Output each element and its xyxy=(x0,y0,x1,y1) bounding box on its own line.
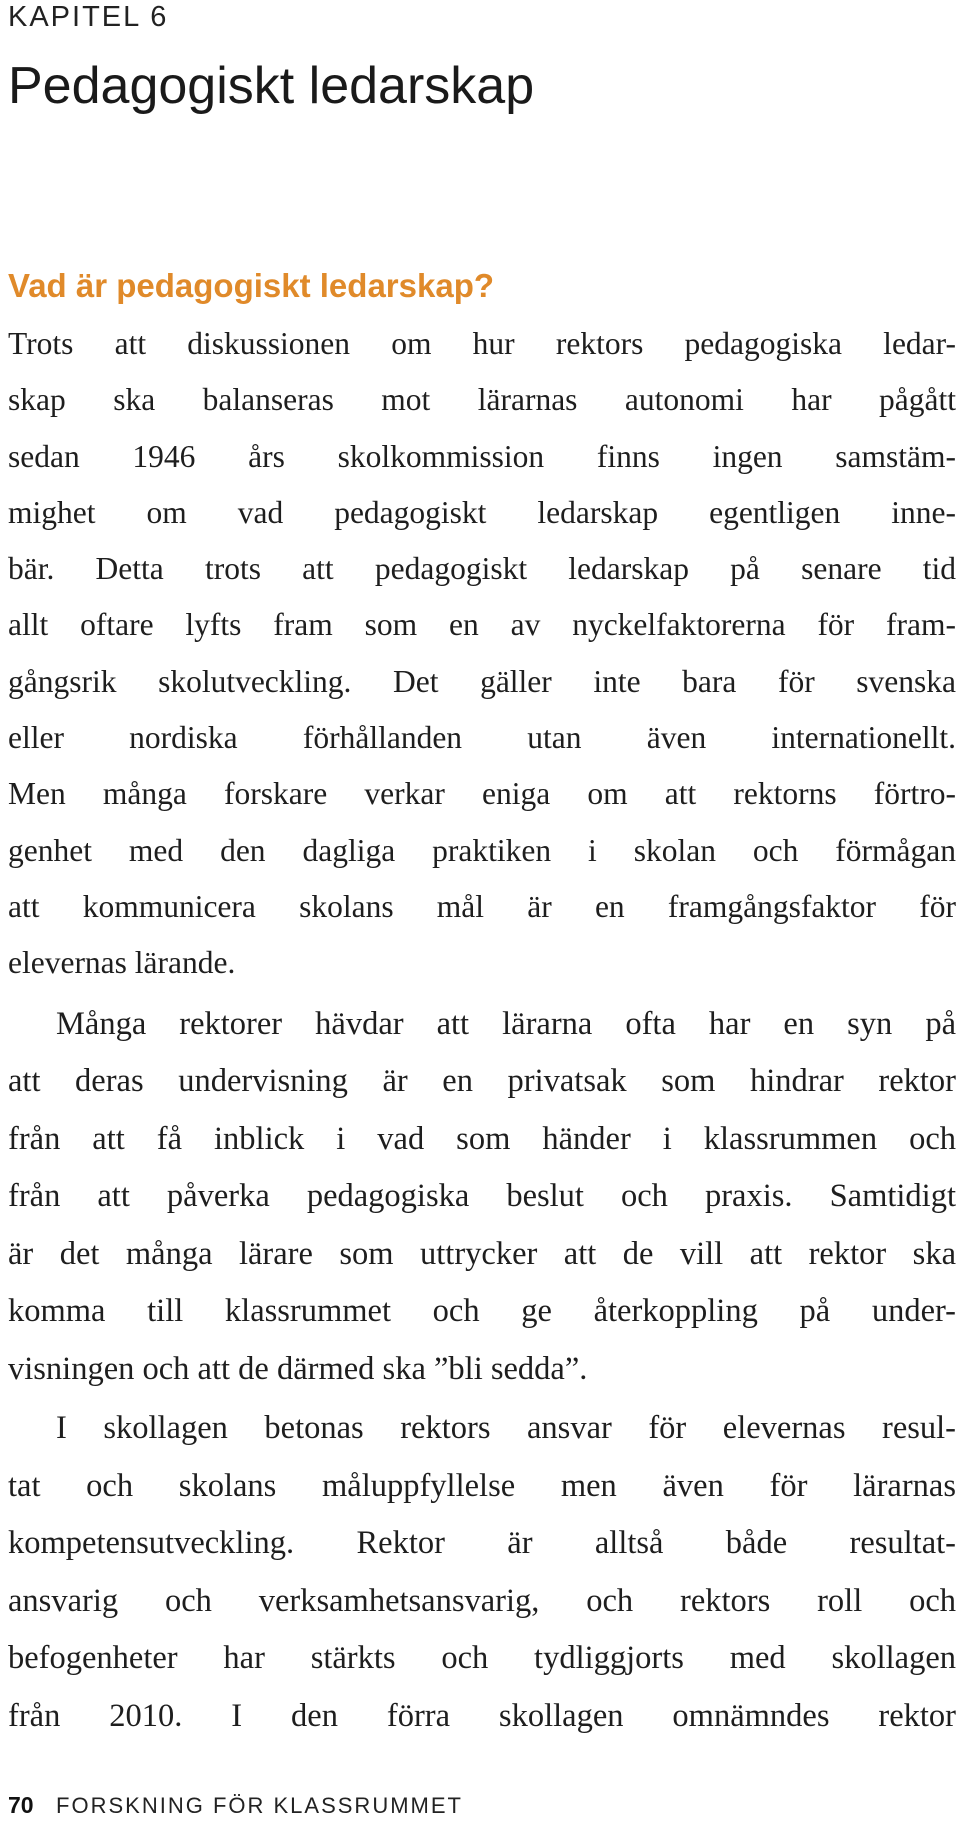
page-footer xyxy=(8,1790,463,1824)
text-line: komma till klassrummet och ge återkoppling på under- xyxy=(8,1293,956,1330)
text-line: skap ska balanseras mot lärarnas autonomi har pågått xyxy=(8,382,956,418)
text-line: gångsrik skolutveckling. Det gäller inte bara för svenska xyxy=(8,663,956,699)
text-line: sedan 1946 års skolkommission finns ingen samstäm- xyxy=(8,438,956,474)
text-line: allt oftare lyfts fram som en av nyckelfaktorerna för fram- xyxy=(8,607,956,643)
text-line: Trots att diskussionen om hur rektors pedagogiska ledar- xyxy=(8,326,956,361)
text-line: befogenheter har stärkts och tydliggjorts med skollagen xyxy=(8,1640,956,1677)
text-line: från att påverka pedagogiska beslut och praxis. Samtidigt xyxy=(8,1178,956,1215)
paragraph-1 xyxy=(8,316,956,992)
text-line: från att få inblick i vad som händer i klassrummen och xyxy=(8,1120,956,1157)
text-line: bär. Detta trots att pedagogiskt ledarskap på senare tid xyxy=(8,551,956,587)
text-line: genhet med den dagliga praktiken i skolan och förmågan xyxy=(8,832,956,868)
text-line: I skollagen betonas rektors ansvar för elevernas resul- xyxy=(56,1410,956,1447)
page-number: 70 xyxy=(8,1792,34,1818)
text-line: elevernas lärande. xyxy=(8,945,236,981)
section-heading: Vad är pedagogiskt ledarskap? xyxy=(8,267,495,304)
text-line: Många rektorer hävdar att lärarna ofta har en syn på xyxy=(56,1005,956,1042)
text-line: tat och skolans måluppfyllelse men även för lärarnas xyxy=(8,1467,956,1504)
text-line: är det många lärare som uttrycker att de vill att rektor ska xyxy=(8,1235,956,1272)
text-line: eller nordiska förhållanden utan även internationellt. xyxy=(8,720,956,756)
body-text xyxy=(8,316,956,1745)
text-line: kompetensutveckling. Rektor är alltså både resultat- xyxy=(8,1525,956,1562)
text-line: att kommunicera skolans mål är en framgångsfaktor för xyxy=(8,888,956,924)
text-line: ansvarig och verksamhetsansvarig, och rektors roll och xyxy=(8,1582,956,1619)
paragraph-3 xyxy=(8,1400,956,1745)
text-line: visningen och att de därmed ska ”bli sedda”. xyxy=(8,1350,588,1387)
book-title: FORSKNING FÖR KLASSRUMMET xyxy=(56,1793,463,1818)
text-line: mighet om vad pedagogiskt ledarskap egentligen inne- xyxy=(8,494,956,530)
paragraph-2 xyxy=(8,996,956,1399)
chapter-label: KAPITEL 6 xyxy=(8,1,169,33)
chapter-title: Pedagogiskt ledarskap xyxy=(8,57,535,115)
text-line: från 2010. I den förra skollagen omnämndes rektor xyxy=(8,1697,956,1734)
text-line: Men många forskare verkar eniga om att rektorns förtro- xyxy=(8,776,956,812)
text-line: att deras undervisning är en privatsak som hindrar rektor xyxy=(8,1063,956,1100)
